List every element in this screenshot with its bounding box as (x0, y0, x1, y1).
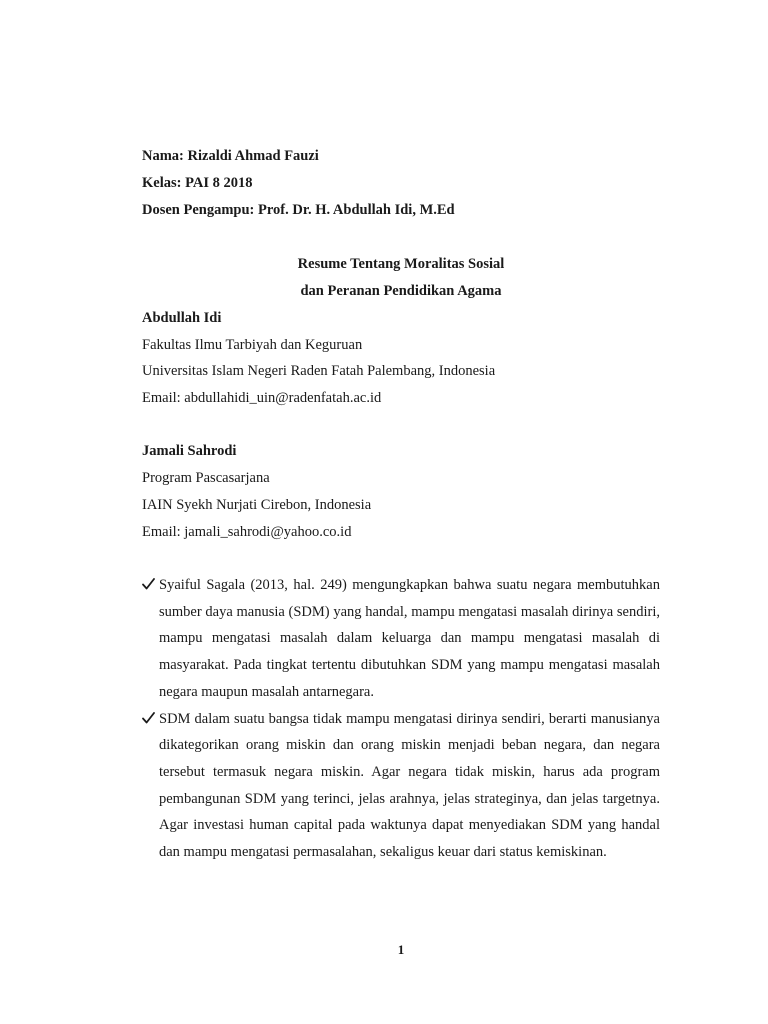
author-name: Abdullah Idi (142, 310, 222, 326)
checkmark-icon (142, 572, 156, 598)
student-class: Kelas: PAI 8 2018 (142, 175, 253, 191)
document-title-line-1: Resume Tentang Moralitas Sosial (297, 256, 505, 272)
author-email: Email: abdullahidi_uin@radenfatah.ac.id (142, 390, 382, 406)
author-faculty: Fakultas Ilmu Tarbiyah dan Keguruan (142, 337, 363, 353)
student-name: Nama: Rizaldi Ahmad Fauzi (142, 148, 319, 164)
document-title-line-2: dan Peranan Pendidikan Agama (300, 283, 502, 299)
bullet-item (142, 706, 660, 866)
page-number: 1 (397, 942, 405, 957)
checkmark-icon (142, 706, 156, 732)
author-faculty: Program Pascasarjana (142, 470, 270, 486)
author-name: Jamali Sahrodi (142, 443, 237, 459)
lecturer: Dosen Pengampu: Prof. Dr. H. Abdullah Idi, M.Ed (142, 202, 455, 218)
author-institution: IAIN Syekh Nurjati Cirebon, Indonesia (142, 497, 372, 513)
author-institution: Universitas Islam Negeri Raden Fatah Palembang, Indonesia (142, 363, 496, 379)
bullet-text: Syaiful Sagala (2013, hal. 249) mengungkapkan bahwa suatu negara membutuhkan sumber daya manusia (SDM) yang handal, mampu mengatasi masalah dirinya sendiri, mampu mengatasi masalah dalam keluarga dan mampu mengatasi masalah di masyarakat. Pada tingkat tertentu dibutuhkan SDM yang mampu mengatasi masalah negara maupun masalah antarnegara. (159, 577, 660, 700)
bullet-item (142, 572, 660, 706)
bullet-list (142, 572, 660, 866)
author-email: Email: jamali_sahrodi@yahoo.co.id (142, 524, 352, 540)
bullet-text: SDM dalam suatu bangsa tidak mampu mengatasi dirinya sendiri, berarti manusianya dikategorikan orang miskin dan orang miskin menjadi beban negara, dan negara tersebut termasuk negara miskin. Agar negara tidak miskin, harus ada program pembangunan SDM yang terinci, jelas arahnya, jelas strateginya, dan jelas targetnya. Agar investasi human capital pada waktunya dapat menyediakan SDM yang handal dan mampu mengatasi permasalahan, sekaligus keuar dari status kemiskinan. (159, 710, 660, 861)
